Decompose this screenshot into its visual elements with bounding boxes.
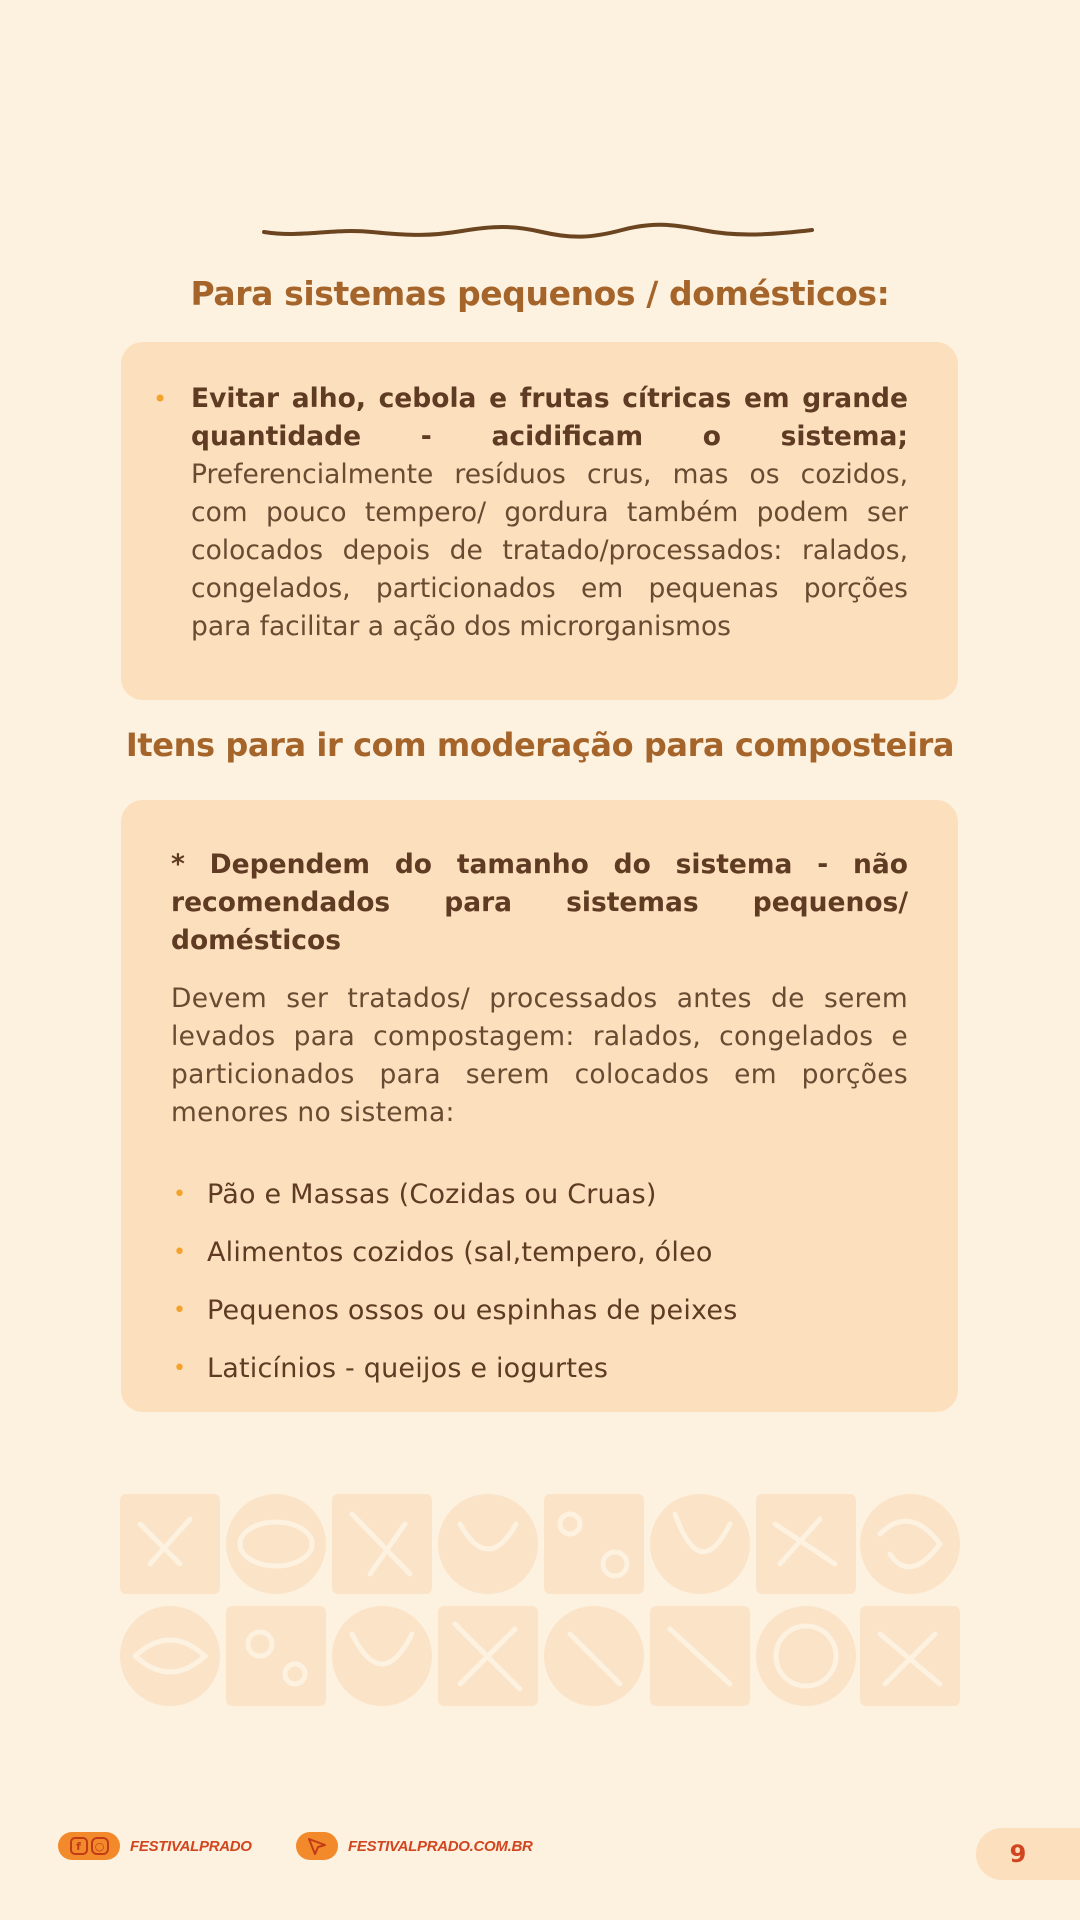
website-link[interactable]: FESTIVALPRADO.COM.BR xyxy=(348,1837,533,1855)
small-systems-paragraph xyxy=(153,380,908,646)
facebook-icon[interactable]: f xyxy=(70,1837,88,1855)
moderation-items-list xyxy=(171,1176,908,1388)
moderation-description: Devem ser tratados/ processados antes de serem levados para compostagem: ralados, congelados e particionados para serem colocados em porções menores no sistema: xyxy=(171,983,908,1128)
wavy-divider xyxy=(262,220,814,244)
list-item: • Laticínios - queijos e iogurtes xyxy=(171,1350,908,1388)
small-systems-card xyxy=(121,342,958,700)
bullet-dot-icon: • xyxy=(173,1182,187,1207)
section-heading-moderation: Itens para ir com moderação para composteira xyxy=(125,726,955,764)
social-icons-pill xyxy=(58,1832,120,1860)
small-systems-body-text: Preferencialmente resíduos crus, mas os cozidos, com pouco tempero/ gordura também podem ser colocados depois de tratado/processados: ralados, congelados, particionados em pequenas porções para facilitar a ação dos microrganismos xyxy=(191,459,908,642)
list-item: • Pequenos ossos ou espinhas de peixes xyxy=(171,1292,908,1330)
footer-website[interactable] xyxy=(296,1828,533,1864)
bullet-dot-icon: • xyxy=(153,385,168,413)
instagram-icon[interactable]: ○ xyxy=(91,1837,109,1855)
page-number: 9 xyxy=(976,1828,1080,1880)
section-heading-small-systems: Para sistemas pequenos / domésticos: xyxy=(190,274,890,313)
list-item: • Pão e Massas (Cozidas ou Cruas) xyxy=(171,1176,908,1214)
small-systems-bold-text: Evitar alho, cebola e frutas cítricas em grande quantidade - acidificam o sistema; xyxy=(191,383,908,452)
moderation-card xyxy=(121,800,958,1412)
moderation-note xyxy=(171,846,908,960)
moderation-note-line1: * Dependem do tamanho do sistema - não xyxy=(171,849,908,880)
food-pattern-decoration xyxy=(120,1494,960,1706)
cursor-click-icon xyxy=(305,1836,329,1856)
moderation-note-line2: recomendados para sistemas pequenos/ domésticos xyxy=(171,887,908,956)
bullet-dot-icon: • xyxy=(173,1240,187,1265)
list-item: • Alimentos cozidos (sal,tempero, óleo xyxy=(171,1234,908,1272)
bullet-dot-icon: • xyxy=(173,1298,187,1323)
bullet-dot-icon: • xyxy=(173,1356,187,1381)
footer-social[interactable] xyxy=(58,1828,252,1864)
social-handle[interactable]: FESTIVALPRADO xyxy=(130,1837,252,1855)
website-icon-pill xyxy=(296,1832,338,1860)
